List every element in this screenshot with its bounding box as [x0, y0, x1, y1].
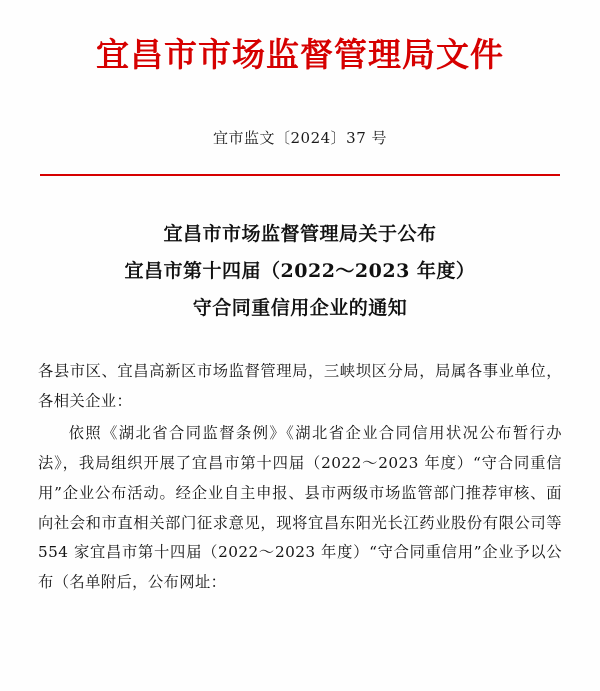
red-divider-rule — [40, 174, 560, 176]
paragraph-main: 依照《湖北省合同监督条例》《湖北省企业合同信用状况公布暂行办法》，我局组织开展了宜昌市第十四届（2022～2023 年度）“守合同重信用”企业公布活动。经企业自主申报、县市两级市场监管部门推荐审核、面向社会和市直相关部门征求意见，现将宜昌东阳光长江药业股份有限公司等 554 家宜昌市第十四届（2022～2023 年度）“守合同重信用”企业予以公布（名单附后，公布网址： — [38, 424, 562, 592]
document-title — [0, 216, 600, 327]
title-line-2: 宜昌市第十四届（2022～2023 年度） — [124, 260, 476, 283]
document-number: 宜市监文〔2024〕37 号 — [212, 129, 388, 148]
issuing-authority-title: 宜昌市市场监督管理局文件 — [96, 35, 504, 74]
masthead — [0, 0, 600, 75]
paragraph-addressees: 各县市区、宜昌高新区市场监督管理局，三峡坝区分局，局属各事业单位，各相关企业： — [38, 362, 562, 411]
title-line-1: 宜昌市市场监督管理局关于公布 — [163, 223, 437, 246]
document-body — [38, 357, 562, 598]
title-line-3: 守合同重信用企业的通知 — [192, 297, 408, 320]
